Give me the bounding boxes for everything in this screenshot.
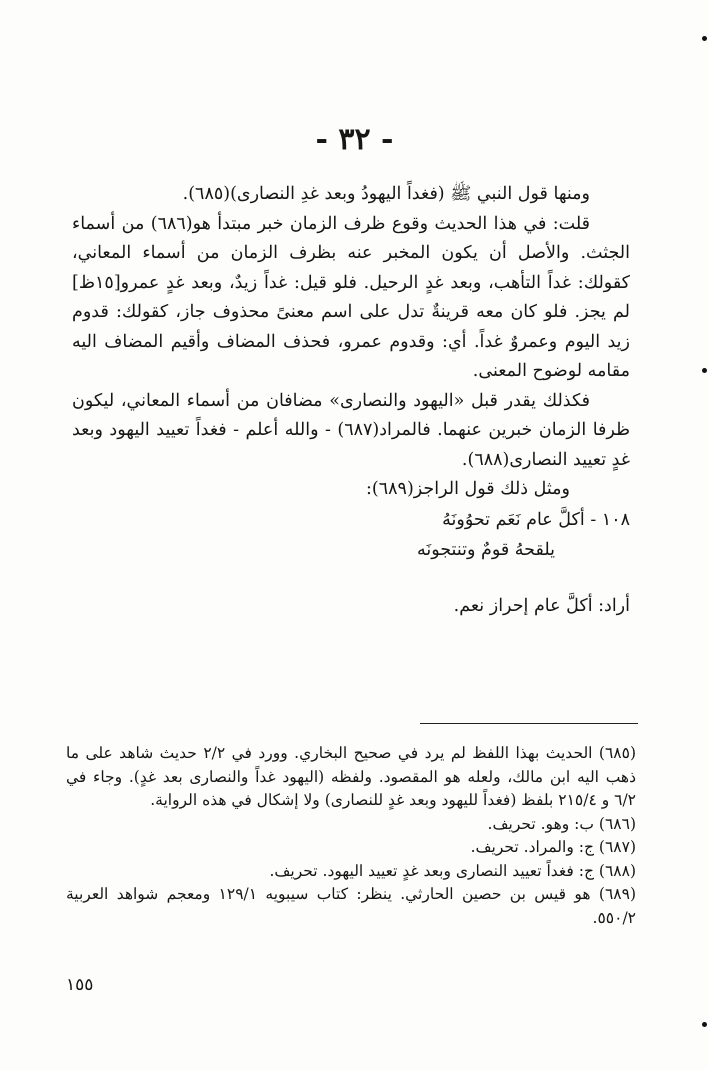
verse-line-1: ١٠٨ - أكلَّ عام نَعَم تحوُونَهُ (442, 510, 630, 530)
margin-dot-top (702, 36, 707, 41)
margin-dot-bottom (702, 1022, 707, 1027)
footnote-685: (٦٨٥) الحديث بهذا اللفظ لم يرد في صحيح البخاري. وورد في ٢/٢ حديث شاهد على ما ذهب اليه ابن مالك، ولعله هو المقصود. ولفظه (اليهود غداً والنصارى بعد غدٍ). وجاء في ٦/٢ و ٢١٥/٤ بلفظ (فغداً لليهود وبعد غدٍ للنصارى) ولا إشكال في هذه الرواية. (66, 744, 636, 809)
verse-line-2: يلقحهُ قومٌ وتنتجونَه (416, 540, 555, 560)
footnote-689: (٦٨٩) هو قيس بن حصين الحارثي. ينظر: كتاب سيبويه ١٢٩/١ ومعجم شواهد العربية ٥٥٠/٢. (66, 885, 636, 927)
footnote-686: (٦٨٦) ب: وهو. تحريف. (487, 814, 636, 833)
main-text (72, 180, 630, 505)
folio-number: ١٥٥ (66, 975, 94, 995)
paragraph-commentary: قلت: في هذا الحديث وقوع ظرف الزمان خبر مبتدأ هو(٦٨٦) من أسماء الجثث. والأصل أن يكون المخبر عنه بظرف الزمان من أسماء المعاني، كقولك: غداً التأهب، وبعد غدٍ الرحيل. فلو قيل: غداً زيدٌ، وبعد غدٍ عمرو[١٥ظ] لم يجز. فلو كان معه قرينةٌ تدل على اسم معنىً محذوف جاز، كقولك: قدوم زيد اليوم وعمروٌ غداً. أي: وقدوم عمرو، فحذف المضاف وأقيم المضاف اليه مقامه لوضوح المعنى. (72, 213, 630, 381)
footnote-687: (٦٨٧) ج: والمراد. تحريف. (470, 838, 636, 856)
margin-dot-middle (702, 368, 707, 373)
footnote-688: (٦٨٨) ج: فغداً تعييد النصارى وبعد غدٍ تعييد اليهود. تحريف. (269, 861, 636, 880)
paragraph-hadith: ومنها قول النبي ﷺ (فغداً اليهودُ وبعد غدِ النصارى)(٦٨٥). (182, 184, 590, 204)
paragraph-rajaz-intro: ومثل ذلك قول الراجز(٦٨٩): (366, 479, 570, 499)
footnote-divider (420, 723, 638, 724)
verse-explanation: أراد: أكلَّ عام إحراز نعم. (453, 596, 630, 616)
paragraph-analogy: فكذلك يقدر قبل «اليهود والنصارى» مضافان من أسماء المعاني، ليكون ظرفا الزمان خبرين عنهما. فالمراد(٦٨٧) - والله أعلم - فغداً تعييد اليهود وبعد غدٍ تعييد النصارى(٦٨٨). (72, 390, 630, 470)
footnotes (66, 742, 636, 930)
page-number: - ٣٢ - (315, 122, 394, 157)
